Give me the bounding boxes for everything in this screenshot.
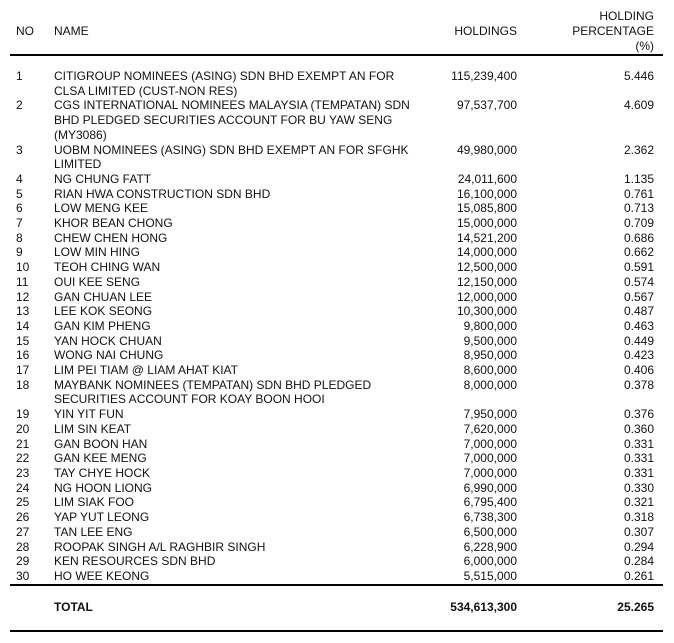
holder-name: GAN KEE MENG	[54, 451, 147, 466]
table-row	[0, 187, 674, 202]
table-row	[0, 143, 674, 172]
holding-percentage: 0.567	[623, 289, 654, 304]
holding-percentage: 0.709	[623, 216, 654, 231]
holdings-value: 6,500,000	[463, 524, 517, 539]
header-holding-percentage	[572, 9, 654, 54]
holder-name: GAN KIM PHENG	[54, 318, 151, 333]
holding-percentage: 0.487	[623, 304, 654, 319]
holding-percentage: 2.362	[623, 142, 654, 157]
holding-percentage: 0.449	[623, 333, 654, 348]
holding-percentage: 0.318	[623, 510, 654, 525]
holder-name: LIM PEI TIAM @ LIAM AHAT KIAT	[54, 363, 239, 378]
table-row	[0, 510, 674, 525]
row-number: 23	[16, 465, 30, 480]
holdings-value: 7,000,000	[463, 436, 517, 451]
holdings-value: 6,228,900	[463, 539, 517, 554]
holding-percentage: 0.331	[623, 451, 654, 466]
row-number: 8	[16, 230, 23, 245]
holding-percentage: 0.376	[623, 407, 654, 422]
holdings-value: 24,011,600	[457, 171, 517, 186]
row-number: 9	[16, 245, 23, 260]
header-divider	[10, 54, 663, 56]
header-name: NAME	[54, 24, 89, 38]
table-row	[0, 304, 674, 319]
table-row	[0, 363, 674, 378]
row-number: 14	[16, 318, 30, 333]
table-row	[0, 275, 674, 290]
holdings-value: 7,000,000	[463, 465, 517, 480]
holder-name: LIM SIAK FOO	[54, 495, 135, 510]
holder-name: MAYBANK NOMINEES (TEMPATAN) SDN BHD PLEDGED SECURITIES ACCOUNT FOR KOAY BOON HOOI	[54, 377, 372, 407]
holdings-value: 9,500,000	[463, 333, 517, 348]
row-number: 5	[16, 186, 23, 201]
header-holdings: HOLDINGS	[454, 24, 517, 38]
holdings-value: 7,000,000	[463, 451, 517, 466]
holdings-value: 9,800,000	[463, 318, 517, 333]
holder-name: ROOPAK SINGH A/L RAGHBIR SINGH	[54, 539, 266, 554]
holder-name: WONG NAI CHUNG	[54, 348, 164, 363]
holding-percentage: 0.406	[623, 363, 654, 378]
holdings-value: 14,000,000	[456, 245, 517, 260]
table-row	[0, 466, 674, 481]
table-row	[0, 451, 674, 466]
row-number: 16	[16, 348, 30, 363]
header-pct-line2: PERCENTAGE	[572, 24, 654, 38]
table-row	[0, 172, 674, 187]
total-holdings: 534,613,300	[450, 600, 517, 614]
holder-name: LEE KOK SEONG	[54, 304, 153, 319]
header-pct-line1: HOLDING	[599, 9, 654, 23]
table-row	[0, 348, 674, 363]
holding-percentage: 0.331	[623, 465, 654, 480]
holder-name: YIN YIT FUN	[54, 407, 124, 422]
holding-percentage: 0.574	[623, 274, 654, 289]
holdings-value: 8,600,000	[463, 363, 517, 378]
holding-percentage: 0.284	[623, 554, 654, 569]
table-body	[0, 69, 674, 584]
holdings-value: 15,085,800	[456, 201, 517, 216]
holdings-value: 6,000,000	[463, 554, 517, 569]
row-number: 25	[16, 495, 30, 510]
table-row	[0, 495, 674, 510]
row-number: 22	[16, 451, 30, 466]
row-number: 19	[16, 407, 30, 422]
row-number: 10	[16, 260, 30, 275]
table-row	[0, 98, 674, 142]
row-number: 26	[16, 510, 30, 525]
holdings-value: 6,738,300	[463, 510, 517, 525]
holdings-value: 115,239,400	[451, 69, 517, 83]
row-number: 11	[16, 274, 29, 289]
table-row	[0, 201, 674, 216]
holding-percentage: 0.307	[623, 524, 654, 539]
holding-percentage: 4.609	[623, 98, 654, 113]
holder-name: GAN BOON HAN	[54, 436, 148, 451]
bottom-divider	[10, 630, 663, 632]
row-number: 30	[16, 568, 30, 583]
holding-percentage: 5.446	[623, 69, 654, 83]
header-no: NO	[16, 24, 34, 38]
table-row	[0, 481, 674, 496]
holdings-value: 7,620,000	[463, 421, 517, 436]
holder-name: YAN HOCK CHUAN	[54, 333, 162, 348]
table-row	[0, 231, 674, 246]
row-number: 24	[16, 480, 30, 495]
table-row	[0, 569, 674, 584]
holder-name: UOBM NOMINEES (ASING) SDN BHD EXEMPT AN FOR SFGHK LIMITED	[54, 142, 409, 172]
table-row	[0, 69, 674, 98]
row-number: 27	[16, 524, 30, 539]
holding-percentage: 0.360	[623, 421, 654, 436]
table-row	[0, 540, 674, 555]
row-number: 29	[16, 554, 30, 569]
row-number: 3	[16, 142, 23, 157]
row-number: 13	[16, 304, 30, 319]
table-header	[0, 0, 674, 54]
header-pct-line3: (%)	[635, 39, 654, 53]
row-number: 21	[16, 436, 30, 451]
row-number: 15	[16, 333, 30, 348]
holdings-value: 16,100,000	[456, 186, 517, 201]
holder-name: LIM SIN KEAT	[54, 421, 132, 436]
total-divider	[10, 584, 663, 586]
holder-name: LOW MIN HING	[54, 245, 140, 260]
table-row	[0, 525, 674, 540]
holder-name: KEN RESOURCES SDN BHD	[54, 554, 216, 569]
holdings-value: 10,300,000	[456, 304, 517, 319]
holdings-value: 12,500,000	[456, 260, 517, 275]
holder-name: OUI KEE SENG	[54, 274, 141, 289]
row-number: 20	[16, 421, 30, 436]
holder-name: NG CHUNG FATT	[54, 171, 152, 186]
row-number: 17	[16, 363, 30, 378]
holdings-value: 7,950,000	[463, 407, 517, 422]
holder-name: GAN CHUAN LEE	[54, 289, 153, 304]
row-number: 6	[16, 201, 23, 216]
holding-percentage: 0.321	[623, 495, 654, 510]
holder-name: TAY CHYE HOCK	[54, 465, 151, 480]
holder-name: TAN LEE ENG	[54, 524, 133, 539]
holder-name: LOW MENG KEE	[54, 201, 149, 216]
total-label: TOTAL	[54, 600, 93, 614]
table-row	[0, 334, 674, 349]
table-row	[0, 290, 674, 305]
row-number: 4	[16, 171, 23, 186]
holder-name: CHEW CHEN HONG	[54, 230, 168, 245]
holding-percentage: 0.261	[623, 568, 654, 583]
holder-name: TEOH CHING WAN	[54, 260, 161, 275]
holding-percentage: 0.423	[623, 348, 654, 363]
row-number: 1	[16, 69, 23, 83]
holding-percentage: 0.761	[623, 186, 654, 201]
holdings-value: 5,515,000	[463, 568, 517, 583]
holder-name: YAP YUT LEONG	[54, 510, 150, 525]
holding-percentage: 1.135	[623, 171, 654, 186]
holder-name: NG HOON LIONG	[54, 480, 153, 495]
holder-name: HO WEE KEONG	[54, 568, 150, 583]
holder-name: CGS INTERNATIONAL NOMINEES MALAYSIA (TEMPATAN) SDN BHD PLEDGED SECURITIES ACCOUNT FOR BU YAW SENG (MY3086)	[54, 98, 410, 142]
holdings-value: 49,980,000	[456, 142, 517, 157]
table-row	[0, 437, 674, 452]
holdings-value: 12,150,000	[456, 274, 517, 289]
holdings-value: 6,795,400	[463, 495, 517, 510]
table-row	[0, 407, 674, 422]
row-number: 18	[16, 377, 30, 392]
holdings-value: 15,000,000	[456, 216, 517, 231]
holding-percentage: 0.591	[623, 260, 654, 275]
table-row	[0, 378, 674, 407]
holder-name: CITIGROUP NOMINEES (ASING) SDN BHD EXEMPT AN FOR CLSA LIMITED (CUST-NON RES)	[54, 69, 395, 98]
holding-percentage: 0.330	[623, 480, 654, 495]
holdings-value: 97,537,700	[456, 98, 517, 113]
table-row	[0, 245, 674, 260]
holding-percentage: 0.378	[623, 377, 654, 392]
total-percentage: 25.265	[617, 600, 654, 614]
holding-percentage: 0.331	[623, 436, 654, 451]
table-row	[0, 319, 674, 334]
holdings-value: 8,950,000	[463, 348, 517, 363]
holdings-value: 8,000,000	[463, 377, 517, 392]
holder-name: KHOR BEAN CHONG	[54, 216, 173, 231]
holding-percentage: 0.463	[623, 318, 654, 333]
table-row	[0, 260, 674, 275]
table-row	[0, 216, 674, 231]
holding-percentage: 0.294	[623, 539, 654, 554]
holding-percentage: 0.713	[623, 201, 654, 216]
holdings-value: 6,990,000	[463, 480, 517, 495]
table-row	[0, 422, 674, 437]
table-row	[0, 554, 674, 569]
row-number: 28	[16, 539, 30, 554]
holding-percentage: 0.662	[623, 245, 654, 260]
holder-name: RIAN HWA CONSTRUCTION SDN BHD	[54, 186, 271, 201]
holdings-value: 12,000,000	[456, 289, 517, 304]
row-number: 12	[16, 289, 30, 304]
row-number: 7	[16, 216, 23, 231]
row-number: 2	[16, 98, 23, 113]
holding-percentage: 0.686	[623, 230, 654, 245]
holdings-value: 14,521,200	[456, 230, 517, 245]
